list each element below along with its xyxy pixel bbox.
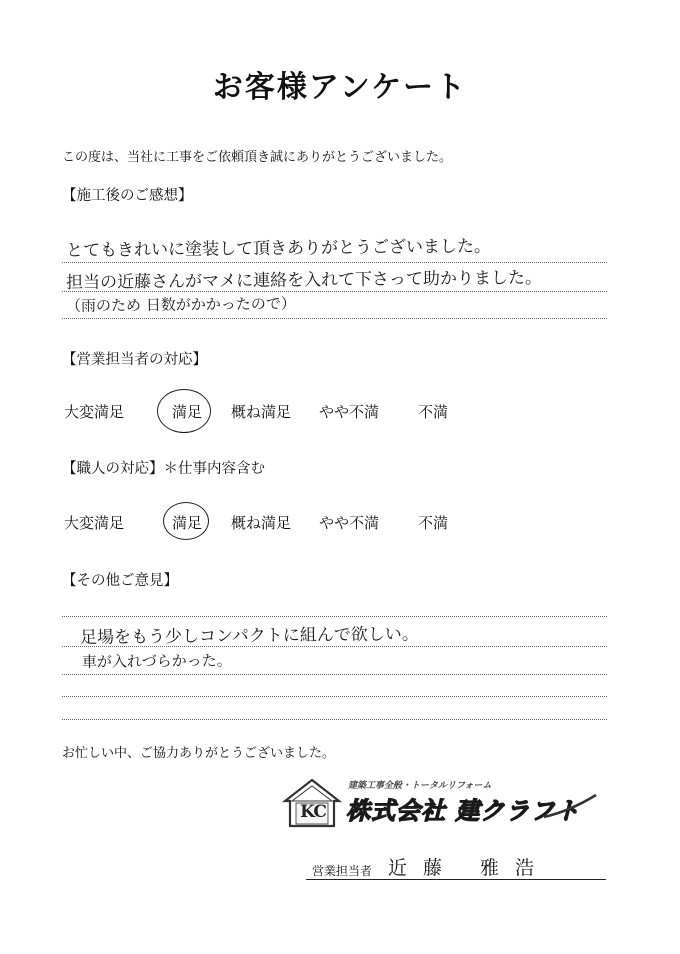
selected-circle-mark — [157, 389, 211, 433]
answer-line — [62, 646, 607, 647]
answer-line — [62, 696, 607, 697]
company-tagline: 建築工事全般・トータルリフォーム — [348, 781, 492, 791]
company-logo — [282, 777, 602, 829]
swoosh-icon — [540, 791, 600, 821]
opinion-line-1: 足場をもう少しコンパクトに組んで欲しい。 — [79, 624, 419, 648]
intro-text: この度は、当社に工事をご依頼頂き誠にありがとうございました。 — [62, 150, 453, 165]
sales-option-very-satisfied[interactable]: 大変満足 — [64, 403, 125, 421]
impression-line-1: とてもきれいに塗装して頂きありがとうございました。 — [65, 236, 492, 261]
craftsman-option-somewhat-dissatisfied[interactable]: やや不満 — [319, 514, 380, 532]
craftsman-option-mostly-satisfied[interactable]: 概ね満足 — [231, 514, 292, 532]
craftsman-heading: 【職人の対応】＊仕事内容含む — [62, 461, 265, 477]
closing-text: お忙しい中、ご協力ありがとうございました。 — [62, 746, 336, 761]
sales-option-mostly-satisfied[interactable]: 概ね満足 — [231, 403, 292, 421]
signature-label: 営業担当者 — [312, 864, 373, 878]
impression-line-2: 担当の近藤さんがマメに連絡を入れて下さって助かりました。 — [65, 268, 543, 293]
company-name: 株式会社 建クラフト — [346, 797, 581, 825]
opinion-line-2: 車が入れづらかった。 — [81, 651, 232, 671]
sales-heading: 【営業担当者の対応】 — [62, 352, 207, 368]
answer-line — [62, 719, 607, 720]
sales-option-somewhat-dissatisfied[interactable]: やや不満 — [319, 403, 380, 421]
selected-circle-mark — [163, 502, 209, 540]
answer-line — [62, 674, 607, 675]
impression-line-3: （雨のため 日数がかかったので） — [65, 294, 296, 315]
answer-line — [62, 318, 607, 319]
sales-option-dissatisfied[interactable]: 不満 — [418, 403, 449, 421]
logo-letters: KC — [300, 802, 326, 822]
answer-line — [62, 262, 607, 263]
craftsman-option-dissatisfied[interactable]: 不満 — [418, 514, 449, 532]
page-title: お客様アンケート — [212, 70, 468, 105]
other-opinions-heading: 【その他ご意見】 — [62, 573, 178, 589]
answer-line — [62, 291, 607, 292]
sales-option-satisfied[interactable]: 満足 — [172, 403, 203, 421]
answer-line — [62, 616, 607, 617]
craftsman-option-very-satisfied[interactable]: 大変満足 — [64, 514, 125, 532]
impressions-heading: 【施工後のご感想】 — [62, 188, 193, 204]
signature-line — [306, 879, 606, 880]
signature-name: 近藤 雅浩 — [388, 857, 551, 879]
craftsman-option-satisfied[interactable]: 満足 — [172, 514, 203, 532]
